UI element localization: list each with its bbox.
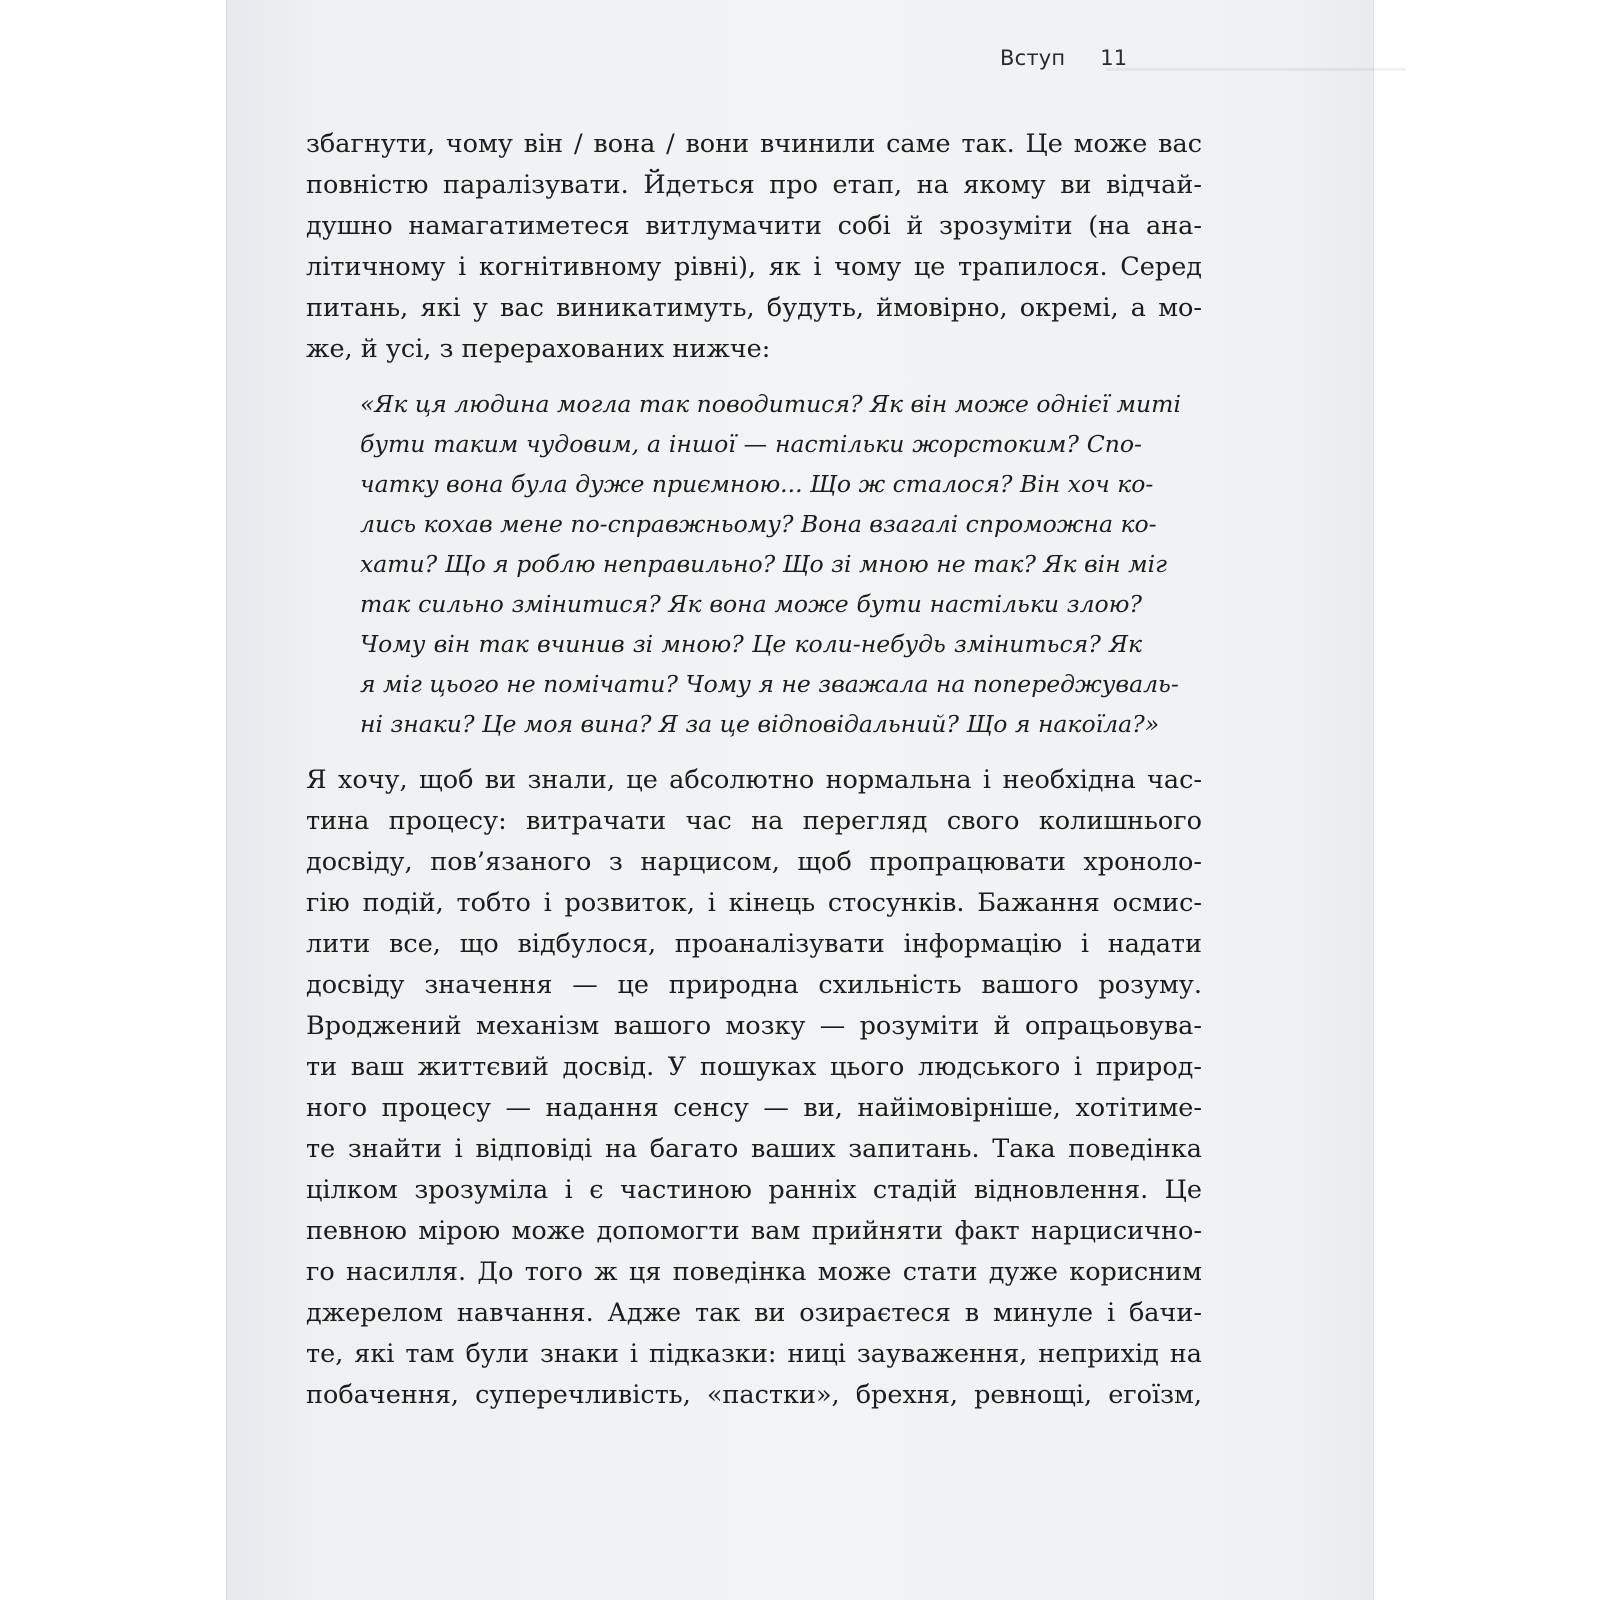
quote-line: ні знаки? Це моя вина? Я за це відповідальний? Що я накоїла?» [360,710,1160,738]
text-line: джерелом навчання. Адже так ви озираєтеся в минуле і бачи- [306,1298,1202,1328]
text-line: Вроджений механізм вашого мозку — розуміти й опрацьовува- [306,1011,1202,1041]
quote-line: так сильно змінитися? Як вона може бути настільки злою? [360,590,1142,618]
text-line: ного процесу — надання сенсу — ви, найімовірніше, хотітиме- [306,1093,1202,1123]
text-line: цілком зрозуміла і є частиною ранніх стадій відновлення. Це [306,1175,1202,1205]
paragraph-continued [306,124,1202,370]
quote-line: Чому він так вчинив зі мною? Це коли-небудь зміниться? Як [360,630,1142,658]
quote-line: я міг цього не помічати? Чому я не зважала на попереджуваль- [360,670,1179,698]
text-line: те знайти і відповіді на багато ваших запитань. Така поведінка [306,1134,1202,1164]
page-number: 11 [1100,46,1128,70]
text-line: го насилля. До того ж ця поведінка може стати дуже корисним [306,1257,1202,1287]
text-line: те, які там були знаки і підказки: ниці зауваження, неприхід на [306,1339,1202,1369]
page-body [306,124,1202,1416]
text-line: Я хочу, щоб ви знали, це абсолютно нормальна і необхідна час- [306,765,1202,795]
quote-line: бути таким чудовим, а іншої — настільки жорстоким? Спо- [360,430,1142,458]
running-header [1000,46,1127,70]
text-line: тина процесу: витрачати час на перегляд свого колишнього [306,806,1202,836]
paragraph [306,760,1202,1416]
section-title: Вступ [1000,46,1066,70]
quote-line: лись кохав мене по-справжньому? Вона взагалі спроможна ко- [360,510,1157,538]
quote-line: чатку вона була дуже приємною... Що ж сталося? Він хоч ко- [360,470,1154,498]
text-line: побачення, суперечливість, «пастки», брехня, ревнощі, егоїзм, [306,1380,1202,1410]
text-line: ти ваш життєвий досвід. У пошуках цього людського і природ- [306,1052,1202,1082]
text-line: лити все, що відбулося, проаналізувати інформацію і надати [306,929,1202,959]
quote-line: «Як ця людина могла так поводитися? Як він може однієї миті [360,390,1181,418]
show-through-ink [1106,68,1406,71]
quote-line: хати? Що я роблю неправильно? Що зі мною не так? Як він міг [360,550,1167,578]
text-line: душно намагатиметеся витлумачити собі й зрозуміти (на ана- [306,211,1202,241]
text-line: досвіду, пов’язаного з нарцисом, щоб пропрацювати хроноло- [306,847,1202,877]
text-line: певною мірою може допомогти вам прийняти факт нарцисично- [306,1216,1202,1246]
text-line: повністю паралізувати. Йдеться про етап, на якому ви відчай- [306,170,1202,200]
text-line: же, й усі, з перерахованих нижче: [306,334,771,364]
block-quote [360,384,1181,744]
text-line: питань, які у вас виникатимуть, будуть, ймовірно, окремі, а мо- [306,293,1202,323]
text-line: літичному і когнітивному рівні), як і чому це трапилося. Серед [306,252,1202,282]
text-line: збагнути, чому він / вона / вони вчинили саме так. Це може вас [306,129,1202,159]
text-line: гію подій, тобто і розвиток, і кінець стосунків. Бажання осмис- [306,888,1202,918]
text-line: досвіду значення — це природна схильність вашого розуму. [306,970,1202,1000]
